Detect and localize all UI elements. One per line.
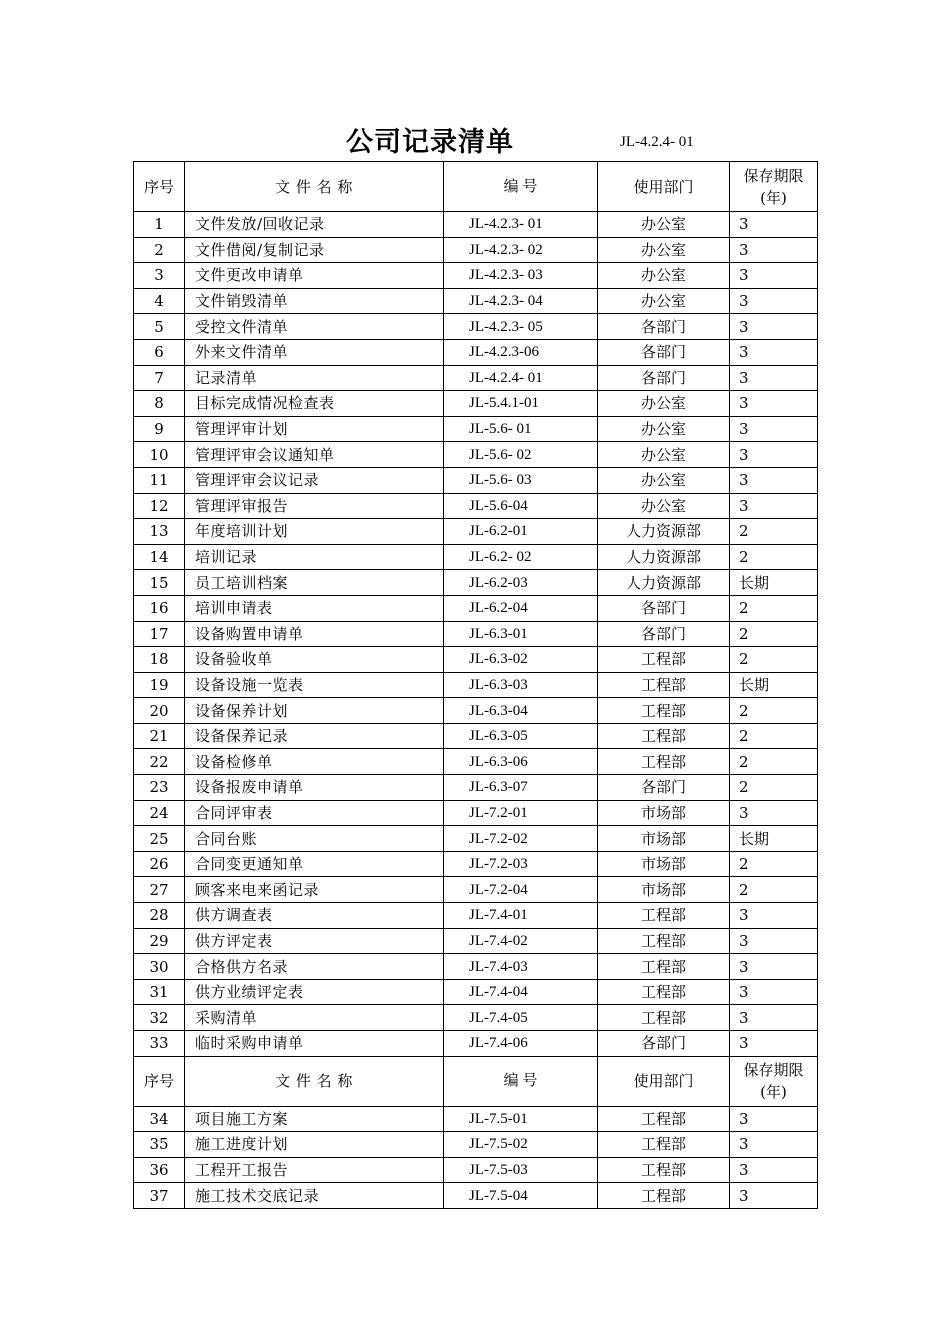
- cell-no: 36: [134, 1157, 185, 1183]
- table-row: [134, 519, 818, 545]
- cell-no: 15: [134, 570, 185, 596]
- cell-no: 23: [134, 775, 185, 801]
- cell-dept: 各部门: [598, 339, 730, 365]
- header-retention-label: 保存期限: [743, 166, 804, 185]
- cell-no: 11: [134, 467, 185, 493]
- table-row: [134, 595, 818, 621]
- cell-no: 26: [134, 851, 185, 877]
- cell-no: 19: [134, 672, 185, 698]
- cell-no: 18: [134, 647, 185, 673]
- table-row: [134, 621, 818, 647]
- cell-code: JL-6.3-02: [444, 647, 598, 673]
- cell-retention: 3: [730, 442, 818, 468]
- cell-no: 14: [134, 544, 185, 570]
- cell-retention: 2: [730, 775, 818, 801]
- cell-name: 合格供方名录: [185, 954, 444, 980]
- cell-retention: 3: [730, 800, 818, 826]
- cell-no: 17: [134, 621, 185, 647]
- cell-code: JL-7.4-06: [444, 1031, 598, 1057]
- table-row: [134, 1183, 818, 1209]
- cell-retention: 3: [730, 391, 818, 417]
- cell-retention: 3: [730, 263, 818, 289]
- cell-retention: 长期: [730, 672, 818, 698]
- cell-code: JL-7.4-03: [444, 954, 598, 980]
- table-row: [134, 314, 818, 340]
- cell-name: 采购清单: [185, 1005, 444, 1031]
- cell-retention: 2: [730, 698, 818, 724]
- cell-retention: 3: [730, 1157, 818, 1183]
- cell-dept: 工程部: [598, 1183, 730, 1209]
- header-name: 文 件 名 称: [185, 1056, 444, 1106]
- cell-code: JL-6.3-05: [444, 723, 598, 749]
- cell-no: 7: [134, 365, 185, 391]
- cell-code: JL-7.4-02: [444, 928, 598, 954]
- cell-retention: 2: [730, 647, 818, 673]
- cell-retention: 3: [730, 979, 818, 1005]
- cell-code: JL-7.4-04: [444, 979, 598, 1005]
- cell-name: 设备验收单: [185, 647, 444, 673]
- cell-dept: 办公室: [598, 391, 730, 417]
- table-row: [134, 1106, 818, 1132]
- header-code: 编 号: [444, 1056, 598, 1106]
- table-row: [134, 979, 818, 1005]
- cell-name: 管理评审会议通知单: [185, 442, 444, 468]
- cell-name: 培训申请表: [185, 595, 444, 621]
- header-no: 序号: [134, 1056, 185, 1106]
- table-row: [134, 570, 818, 596]
- cell-code: JL-7.4-01: [444, 903, 598, 929]
- table-row: [134, 1005, 818, 1031]
- cell-code: JL-7.4-05: [444, 1005, 598, 1031]
- cell-no: 28: [134, 903, 185, 929]
- cell-retention: 2: [730, 749, 818, 775]
- cell-dept: 各部门: [598, 365, 730, 391]
- table-row: [134, 391, 818, 417]
- table-row: [134, 647, 818, 673]
- cell-dept: 工程部: [598, 698, 730, 724]
- table-row: [134, 903, 818, 929]
- cell-no: 8: [134, 391, 185, 417]
- cell-no: 12: [134, 493, 185, 519]
- cell-code: JL-4.2.3- 02: [444, 237, 598, 263]
- table-row: [134, 442, 818, 468]
- cell-name: 管理评审计划: [185, 416, 444, 442]
- cell-no: 22: [134, 749, 185, 775]
- cell-dept: 办公室: [598, 442, 730, 468]
- table-row: [134, 928, 818, 954]
- table-row: [134, 1132, 818, 1158]
- cell-dept: 市场部: [598, 877, 730, 903]
- cell-retention: 3: [730, 903, 818, 929]
- cell-no: 13: [134, 519, 185, 545]
- cell-dept: 工程部: [598, 903, 730, 929]
- table-row: [134, 877, 818, 903]
- cell-name: 设备保养记录: [185, 723, 444, 749]
- cell-dept: 各部门: [598, 775, 730, 801]
- cell-name: 文件销毁清单: [185, 288, 444, 314]
- cell-name: 管理评审报告: [185, 493, 444, 519]
- cell-code: JL-4.2.3- 03: [444, 263, 598, 289]
- cell-dept: 工程部: [598, 928, 730, 954]
- table-row: [134, 800, 818, 826]
- cell-retention: 2: [730, 877, 818, 903]
- cell-name: 培训记录: [185, 544, 444, 570]
- cell-name: 年度培训计划: [185, 519, 444, 545]
- cell-name: 合同台账: [185, 826, 444, 852]
- cell-retention: 3: [730, 339, 818, 365]
- table-row: [134, 723, 818, 749]
- table-row: [134, 493, 818, 519]
- header-retention-label: 保存期限: [743, 1061, 804, 1080]
- cell-no: 29: [134, 928, 185, 954]
- cell-dept: 人力资源部: [598, 519, 730, 545]
- table-row: [134, 954, 818, 980]
- cell-no: 16: [134, 595, 185, 621]
- cell-name: 管理评审会议记录: [185, 467, 444, 493]
- cell-code: JL-6.3-01: [444, 621, 598, 647]
- cell-retention: 3: [730, 365, 818, 391]
- cell-retention: 长期: [730, 826, 818, 852]
- cell-code: JL-4.2.3- 04: [444, 288, 598, 314]
- cell-name: 外来文件清单: [185, 339, 444, 365]
- cell-no: 9: [134, 416, 185, 442]
- table-header-row: [134, 162, 818, 212]
- cell-name: 合同变更通知单: [185, 851, 444, 877]
- table-row: [134, 672, 818, 698]
- cell-dept: 工程部: [598, 979, 730, 1005]
- cell-name: 合同评审表: [185, 800, 444, 826]
- cell-code: JL-7.2-03: [444, 851, 598, 877]
- cell-dept: 各部门: [598, 1031, 730, 1057]
- cell-dept: 工程部: [598, 672, 730, 698]
- cell-name: 施工技术交底记录: [185, 1183, 444, 1209]
- cell-dept: 市场部: [598, 826, 730, 852]
- table-row: [134, 698, 818, 724]
- cell-code: JL-4.2.3- 05: [444, 314, 598, 340]
- cell-name: 目标完成情况检查表: [185, 391, 444, 417]
- header-no: 序号: [134, 162, 185, 212]
- cell-no: 37: [134, 1183, 185, 1209]
- cell-name: 供方业绩评定表: [185, 979, 444, 1005]
- table-row: [134, 851, 818, 877]
- cell-dept: 各部门: [598, 621, 730, 647]
- cell-name: 供方调查表: [185, 903, 444, 929]
- table-row: [134, 212, 818, 238]
- cell-no: 3: [134, 263, 185, 289]
- cell-dept: 工程部: [598, 749, 730, 775]
- cell-code: JL-6.3-06: [444, 749, 598, 775]
- cell-name: 设备报废申请单: [185, 775, 444, 801]
- cell-no: 35: [134, 1132, 185, 1158]
- cell-name: 文件借阅/复制记录: [185, 237, 444, 263]
- table-row: [134, 1031, 818, 1057]
- cell-no: 4: [134, 288, 185, 314]
- cell-dept: 办公室: [598, 212, 730, 238]
- cell-code: JL-4.2.4- 01: [444, 365, 598, 391]
- cell-code: JL-7.2-02: [444, 826, 598, 852]
- cell-dept: 办公室: [598, 493, 730, 519]
- cell-code: JL-7.2-04: [444, 877, 598, 903]
- cell-retention: 3: [730, 288, 818, 314]
- cell-code: JL-6.2-01: [444, 519, 598, 545]
- cell-name: 施工进度计划: [185, 1132, 444, 1158]
- cell-no: 24: [134, 800, 185, 826]
- cell-dept: 办公室: [598, 288, 730, 314]
- table-row: [134, 237, 818, 263]
- cell-retention: 长期: [730, 570, 818, 596]
- cell-no: 6: [134, 339, 185, 365]
- cell-retention: 2: [730, 595, 818, 621]
- cell-no: 25: [134, 826, 185, 852]
- cell-code: JL-5.6- 03: [444, 467, 598, 493]
- document-code: JL-4.2.4- 01: [620, 134, 694, 150]
- cell-dept: 各部门: [598, 595, 730, 621]
- cell-no: 32: [134, 1005, 185, 1031]
- cell-retention: 3: [730, 1031, 818, 1057]
- cell-name: 受控文件清单: [185, 314, 444, 340]
- cell-retention: 3: [730, 416, 818, 442]
- cell-name: 设备保养计划: [185, 698, 444, 724]
- cell-retention: 3: [730, 314, 818, 340]
- cell-name: 设备设施一览表: [185, 672, 444, 698]
- cell-retention: 2: [730, 519, 818, 545]
- page-title: 公司记录清单: [346, 127, 514, 158]
- cell-dept: 各部门: [598, 314, 730, 340]
- cell-name: 文件发放/回收记录: [185, 212, 444, 238]
- cell-retention: 3: [730, 928, 818, 954]
- cell-code: JL-5.6- 01: [444, 416, 598, 442]
- cell-name: 项目施工方案: [185, 1106, 444, 1132]
- cell-no: 34: [134, 1106, 185, 1132]
- cell-dept: 工程部: [598, 1157, 730, 1183]
- cell-no: 31: [134, 979, 185, 1005]
- cell-retention: 2: [730, 544, 818, 570]
- header-retention: [730, 1056, 818, 1106]
- table-row: [134, 288, 818, 314]
- cell-retention: 3: [730, 1183, 818, 1209]
- cell-name: 供方评定表: [185, 928, 444, 954]
- cell-dept: 人力资源部: [598, 544, 730, 570]
- cell-no: 10: [134, 442, 185, 468]
- cell-retention: 2: [730, 621, 818, 647]
- cell-code: JL-5.6- 02: [444, 442, 598, 468]
- cell-code: JL-4.2.3- 01: [444, 212, 598, 238]
- cell-dept: 工程部: [598, 723, 730, 749]
- header-name: 文 件 名 称: [185, 162, 444, 212]
- table-header-row: [134, 1056, 818, 1106]
- cell-dept: 市场部: [598, 851, 730, 877]
- header-retention: [730, 162, 818, 212]
- cell-code: JL-5.4.1-01: [444, 391, 598, 417]
- table-row: [134, 263, 818, 289]
- header-dept: 使用部门: [598, 1056, 730, 1106]
- cell-code: JL-7.5-04: [444, 1183, 598, 1209]
- cell-code: JL-7.5-01: [444, 1106, 598, 1132]
- cell-name: 文件更改申请单: [185, 263, 444, 289]
- cell-dept: 办公室: [598, 237, 730, 263]
- table-row: [134, 416, 818, 442]
- cell-retention: 2: [730, 851, 818, 877]
- table-row: [134, 749, 818, 775]
- cell-no: 5: [134, 314, 185, 340]
- cell-code: JL-6.2-03: [444, 570, 598, 596]
- cell-name: 记录清单: [185, 365, 444, 391]
- records-table: [133, 161, 818, 1209]
- cell-retention: 3: [730, 954, 818, 980]
- cell-code: JL-6.3-07: [444, 775, 598, 801]
- cell-code: JL-7.2-01: [444, 800, 598, 826]
- cell-dept: 办公室: [598, 467, 730, 493]
- cell-no: 30: [134, 954, 185, 980]
- cell-dept: 人力资源部: [598, 570, 730, 596]
- cell-retention: 2: [730, 723, 818, 749]
- cell-code: JL-6.3-04: [444, 698, 598, 724]
- cell-retention: 3: [730, 493, 818, 519]
- cell-retention: 3: [730, 212, 818, 238]
- cell-dept: 工程部: [598, 1005, 730, 1031]
- cell-code: JL-6.2-04: [444, 595, 598, 621]
- cell-code: JL-4.2.3-06: [444, 339, 598, 365]
- table-row: [134, 339, 818, 365]
- cell-dept: 办公室: [598, 263, 730, 289]
- table-row: [134, 775, 818, 801]
- cell-name: 工程开工报告: [185, 1157, 444, 1183]
- cell-retention: 3: [730, 467, 818, 493]
- cell-code: JL-5.6-04: [444, 493, 598, 519]
- cell-no: 2: [134, 237, 185, 263]
- cell-name: 员工培训档案: [185, 570, 444, 596]
- cell-dept: 工程部: [598, 647, 730, 673]
- table-row: [134, 544, 818, 570]
- cell-dept: 办公室: [598, 416, 730, 442]
- records-table-body: [134, 162, 818, 1209]
- cell-code: JL-7.5-03: [444, 1157, 598, 1183]
- cell-code: JL-6.3-03: [444, 672, 598, 698]
- header-retention-unit: (年): [760, 1083, 787, 1102]
- cell-no: 1: [134, 212, 185, 238]
- cell-dept: 工程部: [598, 1132, 730, 1158]
- header-code: 编 号: [444, 162, 598, 212]
- cell-retention: 3: [730, 1106, 818, 1132]
- table-row: [134, 467, 818, 493]
- cell-no: 21: [134, 723, 185, 749]
- cell-dept: 工程部: [598, 1106, 730, 1132]
- cell-no: 20: [134, 698, 185, 724]
- cell-code: JL-6.2- 02: [444, 544, 598, 570]
- table-row: [134, 1157, 818, 1183]
- cell-name: 临时采购申请单: [185, 1031, 444, 1057]
- header-retention-unit: (年): [760, 188, 787, 207]
- cell-dept: 市场部: [598, 800, 730, 826]
- table-row: [134, 826, 818, 852]
- cell-retention: 3: [730, 237, 818, 263]
- cell-name: 设备检修单: [185, 749, 444, 775]
- cell-dept: 工程部: [598, 954, 730, 980]
- cell-retention: 3: [730, 1005, 818, 1031]
- header-dept: 使用部门: [598, 162, 730, 212]
- cell-no: 33: [134, 1031, 185, 1057]
- cell-name: 顾客来电来函记录: [185, 877, 444, 903]
- cell-no: 27: [134, 877, 185, 903]
- cell-name: 设备购置申请单: [185, 621, 444, 647]
- cell-code: JL-7.5-02: [444, 1132, 598, 1158]
- table-row: [134, 365, 818, 391]
- cell-retention: 3: [730, 1132, 818, 1158]
